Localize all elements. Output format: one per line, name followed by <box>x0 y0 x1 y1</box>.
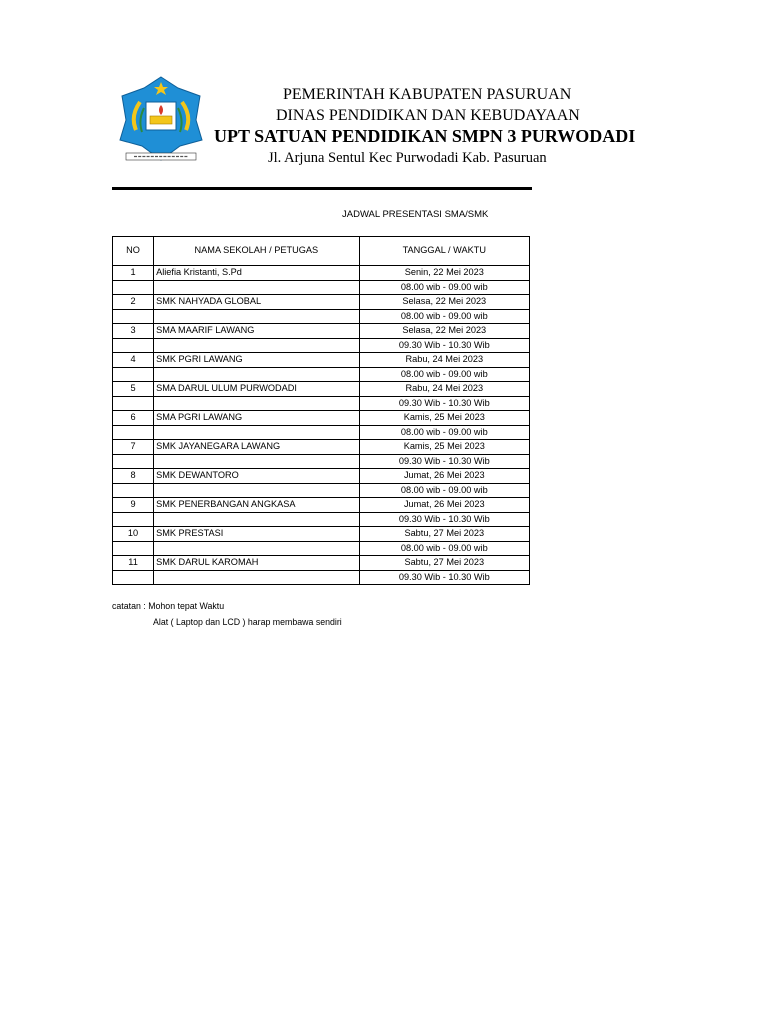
table-row <box>113 498 530 513</box>
table-row-time <box>113 541 530 556</box>
note-line-2: Alat ( Laptop dan LCD ) harap membawa sendiri <box>153 617 342 627</box>
cell-time: 09.30 Wib - 10.30 Wib <box>359 338 529 353</box>
cell-name: SMK DEWANTORO <box>154 469 359 484</box>
cell-no: 1 <box>113 266 154 281</box>
cell-no: 6 <box>113 411 154 426</box>
cell-empty <box>154 367 359 382</box>
cell-empty <box>113 280 154 295</box>
cell-no: 9 <box>113 498 154 513</box>
header-name: NAMA SEKOLAH / PETUGAS <box>154 237 359 266</box>
schedule-table-body <box>113 266 530 585</box>
cell-date: Sabtu, 27 Mei 2023 <box>359 556 529 571</box>
cell-empty <box>154 425 359 440</box>
cell-time: 09.30 Wib - 10.30 Wib <box>359 570 529 585</box>
table-row <box>113 469 530 484</box>
cell-name: SMK JAYANEGARA LAWANG <box>154 440 359 455</box>
cell-name: SMK DARUL KAROMAH <box>154 556 359 571</box>
header-government: PEMERINTAH KABUPATEN PASURUAN <box>283 86 572 103</box>
cell-time: 08.00 wib - 09.00 wib <box>359 309 529 324</box>
cell-time: 09.30 Wib - 10.30 Wib <box>359 454 529 469</box>
cell-empty <box>113 309 154 324</box>
cell-date: Rabu, 24 Mei 2023 <box>359 382 529 397</box>
table-row <box>113 440 530 455</box>
cell-empty <box>154 454 359 469</box>
regency-emblem-logo <box>116 74 206 166</box>
cell-name: SMA PGRI LAWANG <box>154 411 359 426</box>
cell-no: 8 <box>113 469 154 484</box>
cell-empty <box>113 338 154 353</box>
table-row-time <box>113 570 530 585</box>
table-row-time <box>113 309 530 324</box>
cell-name: SMK NAHYADA GLOBAL <box>154 295 359 310</box>
table-row-time <box>113 454 530 469</box>
table-row <box>113 324 530 339</box>
schedule-table <box>112 236 530 585</box>
header-divider <box>112 187 532 190</box>
cell-date: Sabtu, 27 Mei 2023 <box>359 527 529 542</box>
cell-time: 08.00 wib - 09.00 wib <box>359 280 529 295</box>
cell-name: SMA MAARIF LAWANG <box>154 324 359 339</box>
header-department: DINAS PENDIDIKAN DAN KEBUDAYAAN <box>276 107 580 124</box>
cell-empty <box>113 454 154 469</box>
table-row <box>113 266 530 281</box>
table-row <box>113 353 530 368</box>
cell-empty <box>113 570 154 585</box>
cell-date: Kamis, 25 Mei 2023 <box>359 411 529 426</box>
cell-empty <box>154 280 359 295</box>
cell-time: 09.30 Wib - 10.30 Wib <box>359 512 529 527</box>
table-row-time <box>113 425 530 440</box>
document-title: JADWAL PRESENTASI SMA/SMK <box>342 209 489 220</box>
cell-no: 3 <box>113 324 154 339</box>
cell-date: Jumat, 26 Mei 2023 <box>359 469 529 484</box>
cell-no: 10 <box>113 527 154 542</box>
header-date: TANGGAL / WAKTU <box>359 237 529 266</box>
table-row-time <box>113 512 530 527</box>
cell-date: Selasa, 22 Mei 2023 <box>359 324 529 339</box>
cell-date: Selasa, 22 Mei 2023 <box>359 295 529 310</box>
cell-empty <box>154 512 359 527</box>
cell-time: 08.00 wib - 09.00 wib <box>359 367 529 382</box>
cell-empty <box>113 541 154 556</box>
table-row-time <box>113 338 530 353</box>
cell-empty <box>113 396 154 411</box>
table-row-time <box>113 367 530 382</box>
cell-name: SMA DARUL ULUM PURWODADI <box>154 382 359 397</box>
cell-date: Kamis, 25 Mei 2023 <box>359 440 529 455</box>
cell-name: SMK PRESTASI <box>154 527 359 542</box>
cell-time: 08.00 wib - 09.00 wib <box>359 483 529 498</box>
header-address: Jl. Arjuna Sentul Kec Purwodadi Kab. Pasuruan <box>268 150 547 166</box>
table-row <box>113 295 530 310</box>
cell-no: 5 <box>113 382 154 397</box>
table-header-row <box>113 237 530 266</box>
cell-name: SMK PENERBANGAN ANGKASA <box>154 498 359 513</box>
table-row-time <box>113 483 530 498</box>
table-row <box>113 382 530 397</box>
cell-date: Jumat, 26 Mei 2023 <box>359 498 529 513</box>
table-row <box>113 527 530 542</box>
cell-no: 7 <box>113 440 154 455</box>
cell-empty <box>154 338 359 353</box>
table-row <box>113 411 530 426</box>
table-row-time <box>113 280 530 295</box>
cell-name: Aliefia Kristanti, S.Pd <box>154 266 359 281</box>
cell-empty <box>154 541 359 556</box>
cell-empty <box>154 570 359 585</box>
cell-empty <box>113 483 154 498</box>
cell-no: 2 <box>113 295 154 310</box>
cell-no: 4 <box>113 353 154 368</box>
note-line-1: catatan : Mohon tepat Waktu <box>112 601 225 611</box>
cell-date: Senin, 22 Mei 2023 <box>359 266 529 281</box>
header-no: NO <box>113 237 154 266</box>
cell-time: 08.00 wib - 09.00 wib <box>359 541 529 556</box>
cell-empty <box>154 396 359 411</box>
cell-empty <box>154 483 359 498</box>
table-row <box>113 556 530 571</box>
cell-date: Rabu, 24 Mei 2023 <box>359 353 529 368</box>
cell-time: 09.30 Wib - 10.30 Wib <box>359 396 529 411</box>
cell-empty <box>113 512 154 527</box>
cell-no: 11 <box>113 556 154 571</box>
table-row-time <box>113 396 530 411</box>
cell-time: 08.00 wib - 09.00 wib <box>359 425 529 440</box>
header-school-name: UPT SATUAN PENDIDIKAN SMPN 3 PURWODADI <box>214 126 636 146</box>
cell-name: SMK PGRI LAWANG <box>154 353 359 368</box>
cell-empty <box>154 309 359 324</box>
cell-empty <box>113 425 154 440</box>
cell-empty <box>113 367 154 382</box>
emblem-book <box>150 116 172 124</box>
